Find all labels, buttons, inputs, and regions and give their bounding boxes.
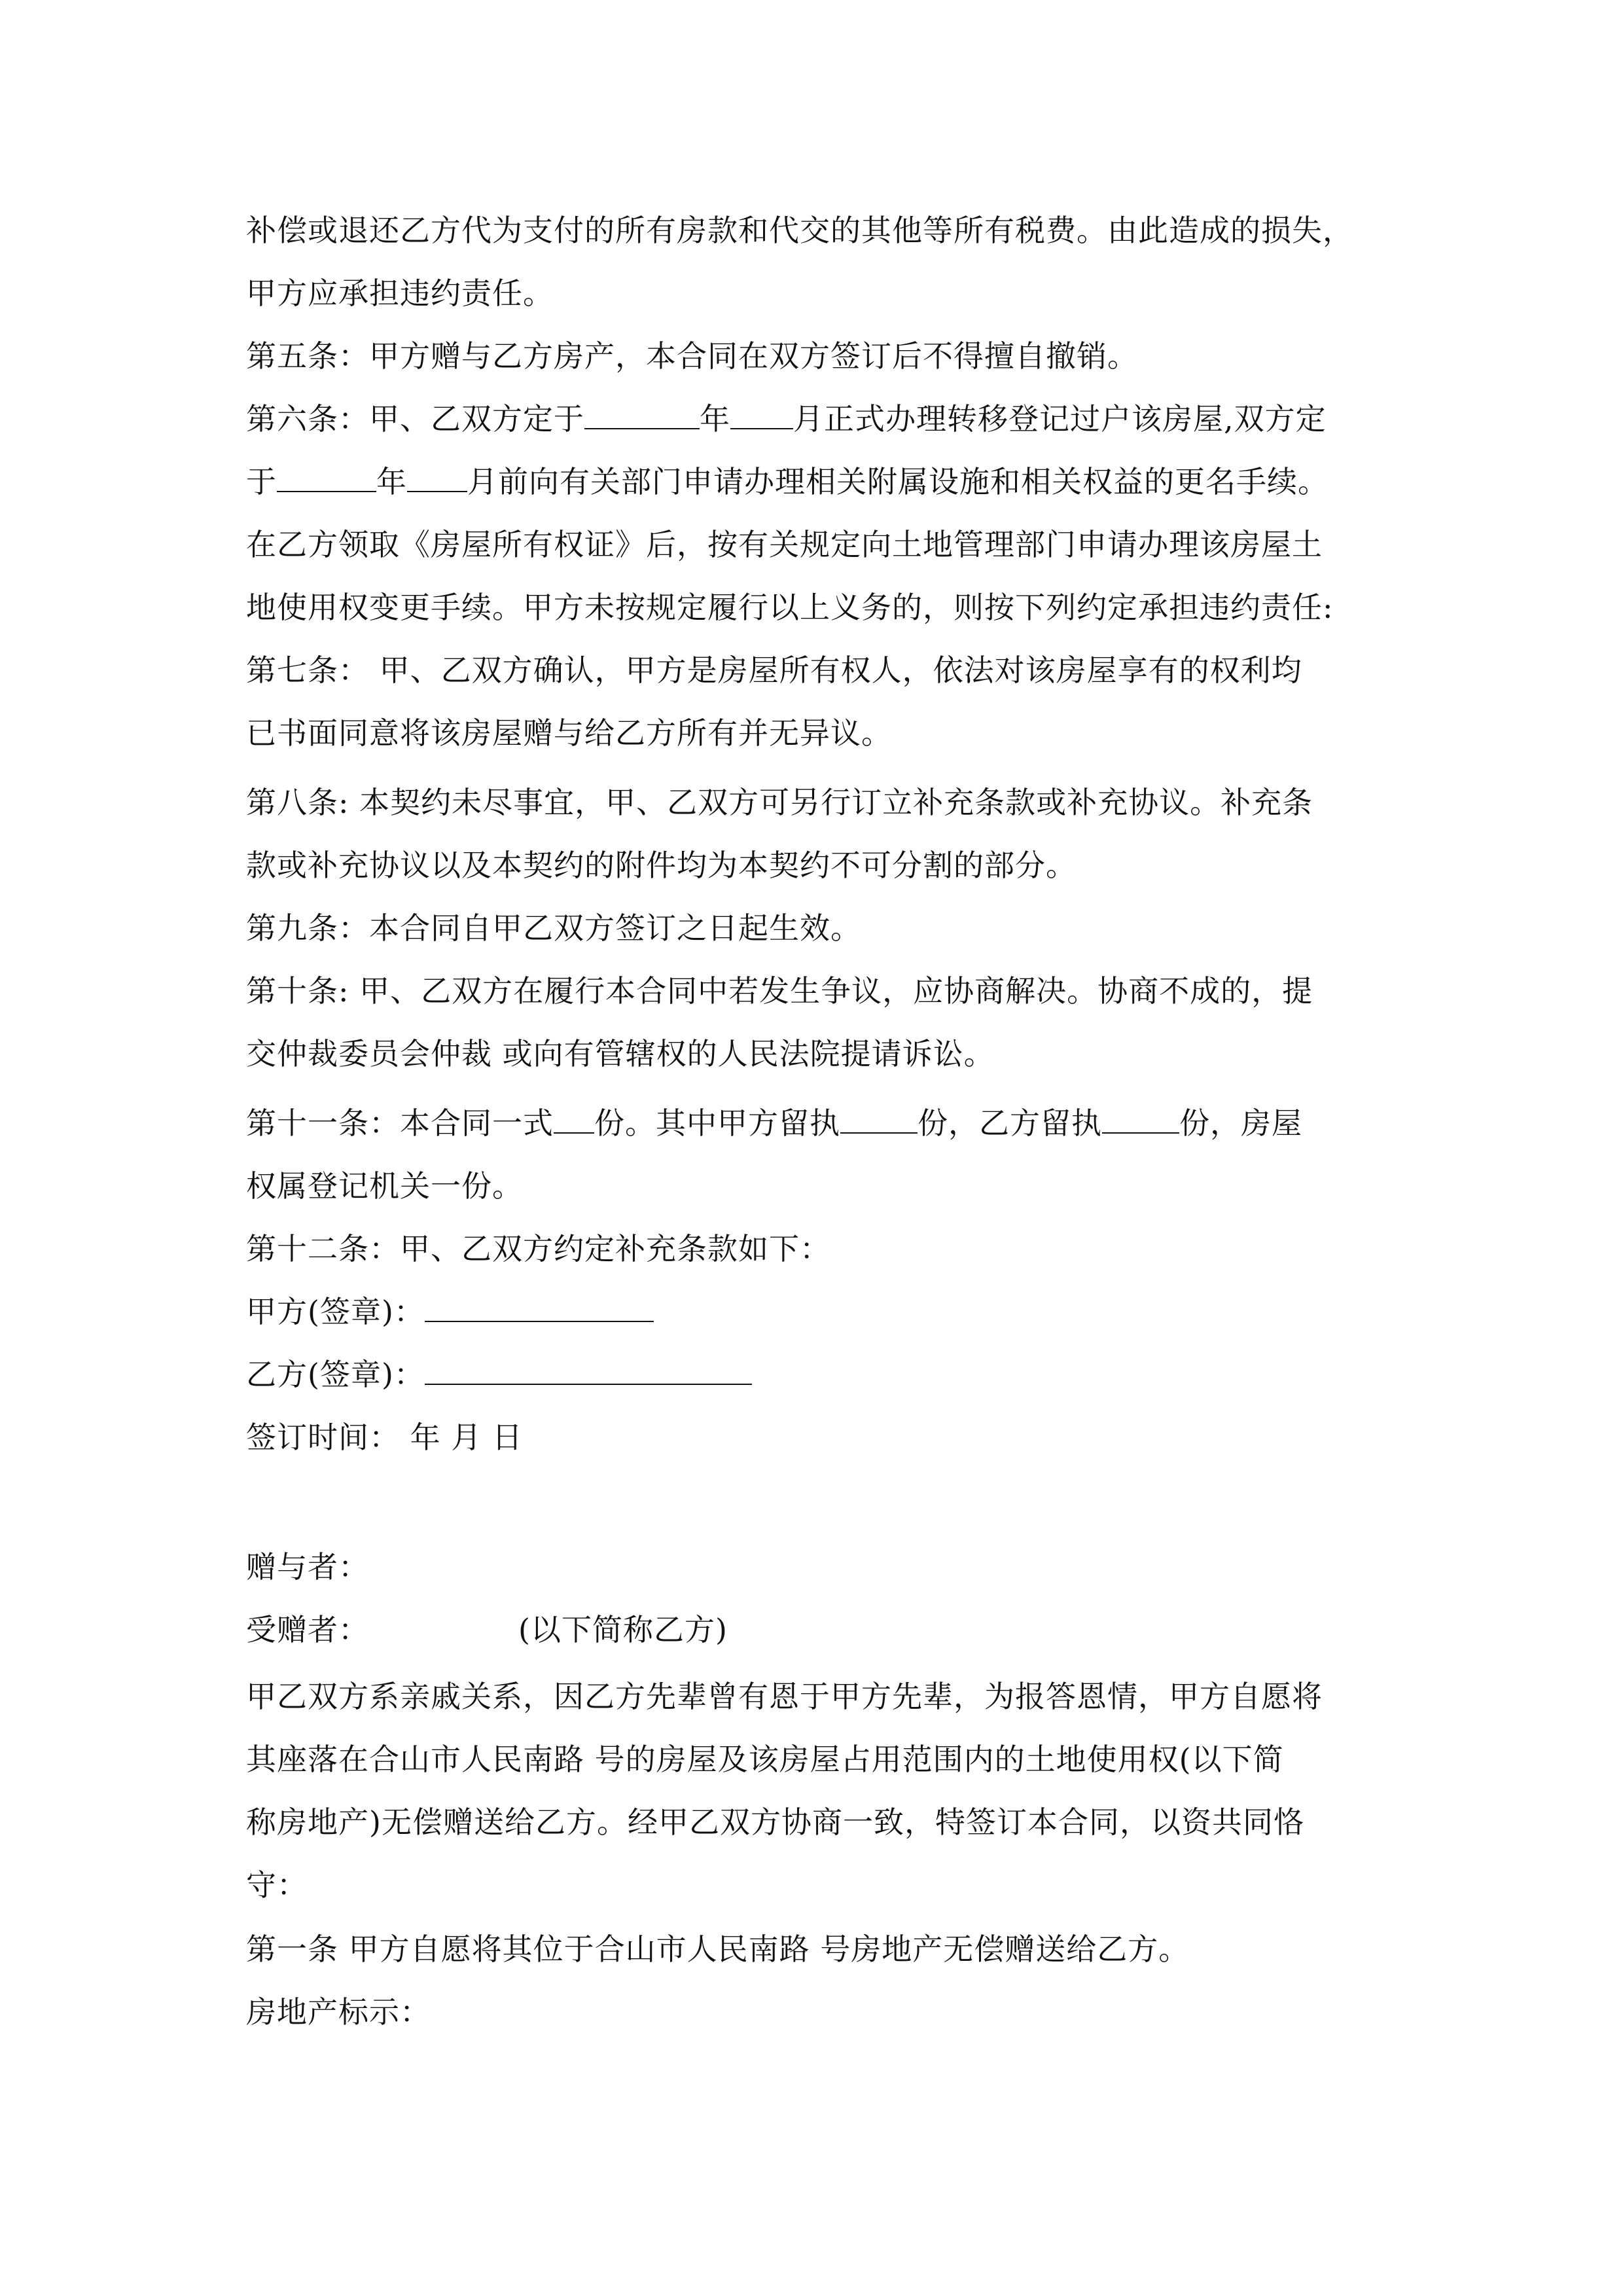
intro-line: 称房地产)无偿赠送给乙方。经甲乙双方协商一致，特签订本合同，以资共同恪 — [246, 1804, 1304, 1840]
intro-line: 其座落在合山市人民南路 号的房屋及该房屋占用范围内的土地使用权(以下简 — [246, 1742, 1284, 1777]
paragraph-line: 交仲裁委员会仲裁 或向有管辖权的人民法院提请诉讼。 — [246, 1036, 995, 1071]
intro-line: 甲乙双方系亲戚关系，因乙方先辈曾有恩于甲方先辈，为报答恩情，甲方自愿将 — [246, 1679, 1323, 1714]
copies-blank[interactable] — [554, 1103, 594, 1134]
article-11-text: 份，房屋 — [1179, 1105, 1302, 1141]
article-6-text: 年 — [376, 464, 407, 499]
article-6-line-1 — [246, 399, 1327, 439]
party-a-copies-blank[interactable] — [840, 1103, 918, 1134]
paragraph-line: 款或补充协议以及本契约的附件均为本契约不可分割的部分。 — [246, 848, 1077, 883]
month-blank[interactable] — [407, 462, 467, 492]
article-6-text: 第六条：甲、乙双方定于 — [246, 401, 584, 437]
article-6-text: 月正式办理转移登记过户该房屋,双方定 — [793, 401, 1327, 437]
article-11-text: 第十一条：本合同一式 — [246, 1105, 554, 1141]
donee-note: (以下简称乙方) — [518, 1612, 728, 1647]
article-6-text: 于 — [246, 464, 277, 499]
article-11-line-1 — [246, 1103, 1302, 1143]
estate-label: 房地产标示： — [246, 1994, 431, 2030]
month-blank[interactable] — [730, 399, 793, 429]
paragraph-line: 甲方应承担违约责任。 — [246, 276, 554, 311]
signing-date: 签订时间： 年 月 日 — [246, 1420, 523, 1455]
article-12: 第十二条：甲、乙双方约定补充条款如下： — [246, 1231, 830, 1266]
paragraph-line: 在乙方领取《房屋所有权证》后，按有关规定向土地管理部门申请办理该房屋土 — [246, 527, 1323, 562]
party-a-signature-row — [246, 1292, 654, 1331]
article-11-text: 份。其中甲方留执 — [594, 1105, 840, 1141]
article-9: 第九条：本合同自甲乙双方签订之日起生效。 — [246, 910, 861, 946]
paragraph-line: 权属登记机关一份。 — [246, 1168, 523, 1204]
article-7: 第七条： 甲、乙双方确认，甲方是房屋所有权人，依法对该房屋享有的权利均 — [246, 653, 1302, 688]
article-8: 第八条: 本契约未尽事宜，甲、乙双方可另行订立补充条款或补充协议。补充条 — [246, 785, 1313, 820]
intro-line: 守： — [246, 1867, 308, 1903]
article-6-text: 年 — [700, 401, 730, 437]
paragraph-line: 已书面同意将该房屋赠与给乙方所有并无异议。 — [246, 715, 892, 751]
year-blank[interactable] — [584, 399, 700, 429]
party-a-signature-field[interactable] — [425, 1292, 654, 1322]
donee-row — [246, 1610, 728, 1649]
donee-label: 受赠者： — [246, 1612, 369, 1647]
donor-label: 赠与者： — [246, 1549, 369, 1585]
party-b-copies-blank[interactable] — [1102, 1103, 1179, 1134]
article-11-text: 份，乙方留执 — [918, 1105, 1102, 1141]
party-a-signature-label: 甲方(签章)： — [246, 1294, 425, 1329]
article-1: 第一条 甲方自愿将其位于合山市人民南路 号房地产无偿赠送给乙方。 — [246, 1931, 1190, 1967]
article-10: 第十条: 甲、乙双方在履行本合同中若发生争议，应协商解决。协商不成的，提 — [246, 973, 1313, 1009]
paragraph-line: 地使用权变更手续。甲方未按规定履行以上义务的，则按下列约定承担违约责任: — [246, 590, 1334, 625]
party-b-signature-row — [246, 1355, 752, 1394]
article-6-text: 月前向有关部门申请办理相关附属设施和相关权益的更名手续。 — [467, 464, 1329, 499]
article-6-line-2 — [246, 462, 1329, 501]
party-b-signature-field[interactable] — [425, 1355, 752, 1385]
article-5: 第五条：甲方赠与乙方房产，本合同在双方签订后不得擅自撤销。 — [246, 338, 1138, 374]
paragraph-line: 补偿或退还乙方代为支付的所有房款和代交的其他等所有税费。由此造成的损失， — [246, 213, 1353, 248]
year-blank[interactable] — [277, 462, 376, 492]
party-b-signature-label: 乙方(签章)： — [246, 1357, 425, 1392]
